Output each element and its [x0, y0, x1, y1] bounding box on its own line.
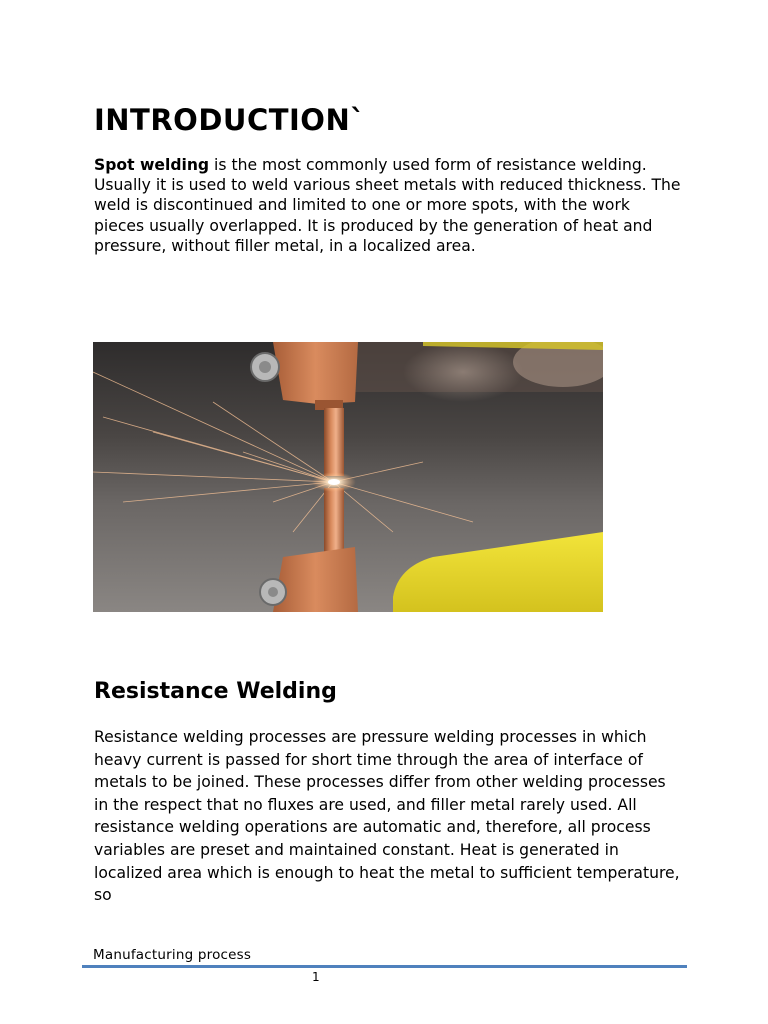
intro-paragraph — [94, 155, 684, 256]
page-heading: INTRODUCTION` — [94, 103, 366, 137]
section-paragraph: Resistance welding processes are pressure welding processes in which heavy current is passed for short time through the area of interface of metals to be joined. These processes differ from other welding processes in the respect that no fluxes are used, and filler metal rarely used. All resistance welding operations are automatic and, therefore, all process variables are preset and maintained constant. Heat is generated in localized area which is enough to heat the metal to sufficient temperature, so — [94, 728, 680, 905]
section-heading: Resistance Welding — [94, 679, 337, 704]
intro-text: is the most commonly used form of resistance welding. Usually it is used to weld various sheet metals with reduced thickness. The weld is discontinued and limited to one or more spots, with the work pieces usually overlapped. It is produced by the generation of heat and pressure, without filler metal, in a localized area. — [94, 156, 681, 255]
page-number: 1 — [312, 970, 320, 984]
intro-term: Spot welding — [94, 156, 210, 174]
spot-welding-photo — [93, 342, 603, 612]
footer-title: Manufacturing process — [93, 947, 252, 963]
footer-divider — [82, 965, 687, 968]
